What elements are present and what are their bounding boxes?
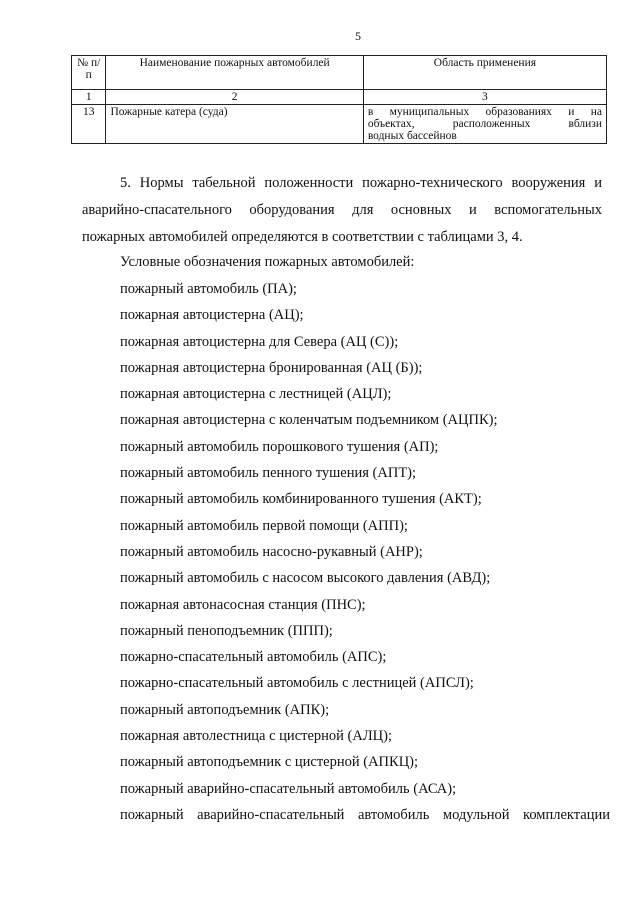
list-item: пожарный автоподъемник (АПК); <box>120 701 330 718</box>
list-item: пожарная автоцистерна для Севера (АЦ (С)); <box>120 333 399 350</box>
row-number: 13 <box>72 105 106 144</box>
list-item: пожарный аварийно-спасательный автомобиль модульной комплектации <box>120 806 610 823</box>
list-item: пожарная автонасосная станция (ПНС); <box>120 596 366 613</box>
header-number: № п/п <box>72 56 106 90</box>
list-item: пожарная автоцистерна (АЦ); <box>120 307 304 324</box>
vehicles-table <box>71 55 607 144</box>
list-item: пожарный аварийно-спасательный автомобиль (АСА); <box>120 780 457 797</box>
table-row <box>72 105 607 144</box>
list-item: пожарная автоцистерна с лестницей (АЦЛ); <box>120 386 392 403</box>
list-item: пожарный автомобиль насосно-рукавный (АНР); <box>120 543 423 560</box>
norms-paragraph <box>82 170 602 251</box>
list-item: пожарный автомобиль порошкового тушения (АП); <box>120 438 439 455</box>
area-line: в муниципальных образованиях и на <box>367 106 602 118</box>
list-item: пожарный автомобиль комбинированного тушения (АКТ); <box>120 491 482 508</box>
designations-caption: Условные обозначения пожарных автомобилей: <box>120 254 415 270</box>
list-item: пожарный автомобиль (ПА); <box>120 281 297 297</box>
list-item: пожарный пеноподъемник (ППП); <box>120 622 333 639</box>
index-cell: 1 <box>72 90 106 105</box>
list-item: пожарный автоподъемник с цистерной (АПКЦ); <box>120 754 419 771</box>
list-item: пожарная автолестница с цистерной (АЛЦ); <box>120 728 393 745</box>
area-line: объектах, расположенных вблизи <box>367 118 602 130</box>
list-item: пожарно-спасательный автомобиль (АПС); <box>120 649 387 666</box>
list-item: пожарный автомобиль пенного тушения (АПТ); <box>120 465 417 482</box>
index-cell: 3 <box>363 90 606 105</box>
list-item: пожарная автоцистерна с коленчатым подъемником (АЦПК); <box>120 412 498 429</box>
row-vehicle-name: Пожарные катера (суда) <box>106 105 363 144</box>
area-line: водных бассейнов <box>367 130 457 142</box>
index-cell: 2 <box>106 90 363 105</box>
table-index-row <box>72 90 607 105</box>
header-vehicle-name: Наименование пожарных автомобилей <box>106 56 363 90</box>
paragraph-line: аварийно-спасательного оборудования для основных и вспомогательных <box>82 202 602 218</box>
list-item: пожарный автомобиль с насосом высокого давления (АВД); <box>120 570 491 587</box>
designations-list <box>120 276 610 828</box>
list-item: пожарный автомобиль первой помощи (АПП); <box>120 517 408 534</box>
paragraph-line: пожарных автомобилей определяются в соответствии с таблицами 3, 4. <box>82 229 523 245</box>
page-number: 5 <box>355 29 361 43</box>
table-header-row <box>72 56 607 90</box>
list-item: пожарная автоцистерна бронированная (АЦ (Б)); <box>120 359 423 376</box>
header-application-area: Область применения <box>363 56 606 90</box>
paragraph-line: 5. Нормы табельной положенности пожарно-технического вооружения и <box>120 175 602 191</box>
list-item: пожарно-спасательный автомобиль с лестницей (АПСЛ); <box>120 675 474 692</box>
row-application-area <box>363 105 606 144</box>
